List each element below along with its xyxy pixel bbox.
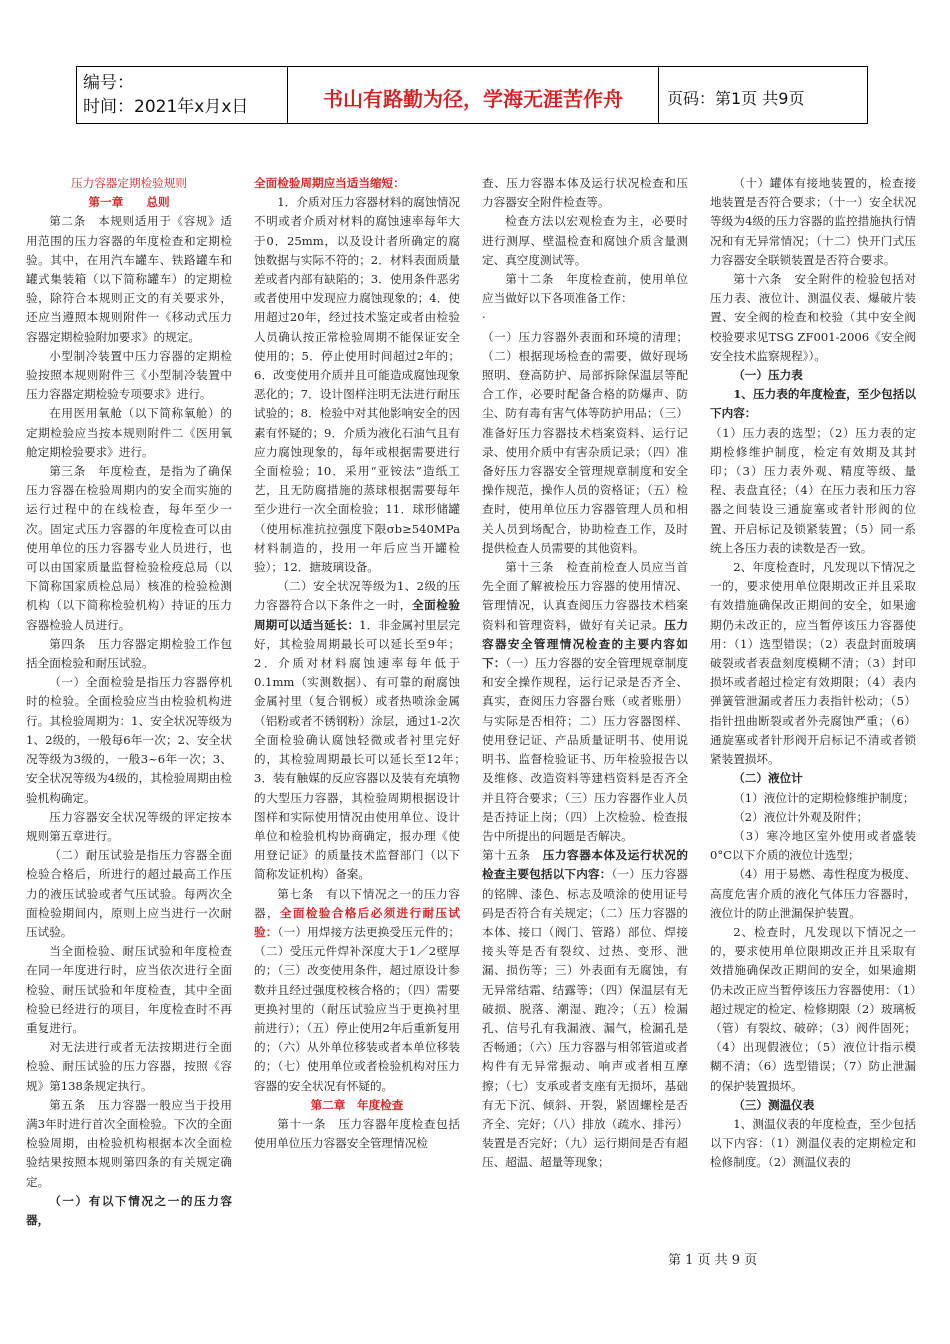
paragraph: 2、年度检查时，凡发现以下情况之一的，要求使用单位限期改正并且采取有效措施确保改正期间的安全，如果逾期仍未改正的，应当暂停该压力容器使用：（1）选型错误；（2）表盘封面玻璃破裂或者表盘刻度模糊不清；（3）封印损坏或者超过检定有效期限；（4）表内弹簧管泄漏或者压力表指针松动；（5）指针扭曲断裂或者外壳腐蚀严重；（6）通旋塞或者针形阀开启标记不清或者锁紧装置损坏。 [710,560,916,767]
paragraph: （4）用于易燃、毒性程度为极度、高度危害介质的液化气体压力容器时，液位计的防止泄漏保护装置。 [710,867,916,920]
paragraph: （1）液位计的定期检修维护制度； [733,790,915,805]
bullet: · [482,310,486,325]
column-2 [254,174,472,1226]
paragraph: 查、压力容器本体及运行状况检查和压力容器安全附件检查等。 [482,176,688,210]
paragraph: 第十一条 压力容器年度检查包括使用单位压力容器安全管理情况检 [254,1116,460,1151]
emphasis: 压力容器安全管理情况检查的主要内容如下： [482,617,688,671]
section-heading: （二）液位计 [733,771,803,786]
paragraph: 小型制冷装置中压力容器的定期检验按照本规则附件三《小型制冷装置中压力容器定期检验专项要求》进行。 [26,348,232,402]
document-title: 压力容器定期检验规则 [71,176,187,190]
header-meta [77,67,288,123]
text: 第七条 有以下情况之一的压力容器， [254,886,460,920]
section-heading: （三）测温仪表 [733,1097,815,1112]
paragraph: （一）压力容器外表面和环境的清理；（二）根据现场检查的需要，做好现场照明、登高防护、局部拆除保温层等配合工作，必要时配备合格的防爆声、防尘、防有毒有害气体等防护用品；（三）准备好压力容器技术档案资料、运行记录、使用介质中有害杂质记录；（四）准备好压力容器安全管理规章制度和安全操作规范，操作人员的资格证；（五）检查时，使用单位压力容器管理人员和相关人员到场配合，协助检查工作，及时提供检查人员需要的其他资料。 [482,329,688,555]
paragraph [482,558,688,846]
emphasis: 全面检验周期可以适当延长： [254,598,460,632]
number-label: 编号： [83,73,134,93]
text: 第十三条 检查前检查人员应当首先全面了解被检压力容器的使用情况、管理情况，认真查阅压力容器技术档案资料和管理资料，做好有关记录。 [482,560,688,632]
paragraph: （二）耐压试验是指压力容器全面检验合格后，所进行的超过最高工作压力的液压试验或者气压试验。每两次全面检验期间内，原则上应当进行一次耐压试验。 [26,848,232,939]
paragraph [482,846,688,1172]
paragraph: 检查方法以宏观检查为主，必要时进行测厚、壁温检查和腐蚀介质含量测定、真空度测试等。 [482,214,688,267]
page-number: 第 1 页 共 9 页 [668,1253,758,1268]
paragraph-lead: 全面检验周期应当适当缩短： [254,176,405,190]
text: 第十五条 [482,848,543,863]
column-4 [710,174,916,1226]
header-motto: 书山有路勤为径，学海无涯苦作舟 [288,67,659,123]
column-3 [482,174,688,1226]
emphasis: 全面检验合格后必须进行耐压试验： [254,905,460,939]
paragraph: 第四条 压力容器定期检验工作包括全面检验和耐压试验。 [26,636,232,671]
paragraph: 1、测温仪表的年度检查，至少包括以下内容：（1）测温仪表的定期检定和检修制度。（2）测温仪表的 [710,1116,916,1170]
paragraph: 第二条 本规则适用于《容规》适用范围的压力容器的年度检查和定期检验。其中，在用汽车罐车、铁路罐车和罐式集装箱（以下简称罐车）的定期检验，除符合本规则正文的有关要求外，还应当遵照本规则附件一《移动式压力容器定期检验附加要求》的规定。 [26,214,232,344]
paragraph: （一）有以下情况之一的压力容器， [26,1193,232,1227]
paragraph: 第三条 年度检查，是指为了确保压力容器在检验周期内的安全而实施的运行过程中的在线检查，每年至少一次。固定式压力容器的年度检查可以由使用单位的压力容器专业人员进行，也可以由国家质量监督检验检疫总局（以下简称国家质检总局）核准的检验检测机构（以下简称检验机构）持证的压力容器检验人员进行。 [26,464,232,632]
text: （二）安全状况等级为1、2级的压力容器符合以下条件之一时， [254,579,460,613]
chapter-1-heading: 第一章 总则 [88,195,170,210]
paragraph: 第五条 压力容器一般应当于投用满3年时进行首次全面检验。下次的全面检验周期，由检验机构根据本次全面检验结果按照本规则第四条的有关规定确定。 [26,1097,232,1189]
page-header [76,66,868,124]
chapter-2-heading: 第二章 年度检查 [310,1097,404,1112]
paragraph: （1）压力表的选型；（2）压力表的定期检修维护制度，检定有效期及其封印；（3）压力表外观、精度等级、量程、表盘直径；（4）在压力表和压力容器之间装设三通旋塞或者针形阀的位置、开启标记及锁紧装置；（5）同一系统上各压力表的读数是否一致。 [710,425,916,555]
paragraph: （3）寒冷地区室外使用或者盛装0°C以下介质的液位计选型； [710,828,916,863]
paragraph [254,577,472,884]
time-label: 时间：2021年x月x日 [83,97,249,117]
paragraph: 2、检查时，凡发现以下情况之一的，要求使用单位限期改正并且采取有效措施确保改正期间的安全，如果逾期仍未改正应当暂停该压力容器使用：（1）超过规定的检定、检修期限（2）玻璃板（管）有裂纹、破碎；（3）阀件固死；（4）出现假液位；（5）液位计指示模糊不清；（6）选型错误；（7）防止泄漏的保护装置损坏。 [710,924,916,1093]
header-page-label: 页码：第1页 共9页 [667,88,805,108]
paragraph: 第十六条 安全附件的检验包括对压力表、液位计、测温仪表、爆破片装置、安全阀的检查和校验（其中安全阀校验要求见TSG ZF001-2006《安全阀安全技术监察规程》）。 [710,272,916,363]
paragraph: 第十二条 年度检查前，使用单位应当做好以下各项准备工作： [482,272,688,306]
paragraph: 当全面检验、耐压试验和年度检查在同一年度进行时，应当依次进行全面检验、耐压试验和年度检查，其中全面检验已经进行的项目，年度检查时不再重复进行。 [26,944,232,1035]
paragraph-lead: 1、压力表的年度检查，至少包括以下内容： [710,387,916,421]
emphasis: 压力容器本体及运行状况的检查主要包括以下内容： [482,848,688,882]
paragraph: 对无法进行或者无法按期进行全面检验、耐压试验的压力容器，按照《容规》第138条规定执行。 [26,1040,232,1093]
paragraph [254,885,460,1096]
text: （一）压力容器的铭牌、漆色、标志及喷涂的使用证号码是否符合有关规定；（二）压力容器的本体、接口（阀门、管路）部位、焊接接头等是否有裂纹、过热、变形、泄漏、损伤等；三）外表面有无腐蚀，有无异常结霜、结露等；（四）保温层有无破损、脱落、潮湿、跑冷；（五）检漏孔、信号孔有我漏液、漏气，检漏孔是否畅通；（六）压力容器与相邻管道或者构件有无异常振动、响声或者相互摩擦；（七）支承或者支座有无损坏，基础有无下沉、倾斜、开裂，紧固螺栓是否齐全、完好；（八）排放（疏水、排污）装置是否完好；（九）运行期间是否有超压、超温、超量等现象； [482,867,688,1170]
section-heading: （一）压力表 [733,368,803,383]
column-1 [26,174,232,1226]
text: （一）压力容器的安全管理规章制度和安全操作规程，运行记录是否齐全、真实，查阅压力容器台账（或者账册）与实际是否相符；二）压力容器图样、使用登记证、产品质量证明书、使用说明书、监督检验证书、历年检验报告以及维修、改造资料等建档资料是否齐全并且符合要求；（三）压力容器作业人员是否持证上岗；（四）上次检验、检查报告中所提出的问题是否解决。 [482,656,688,843]
paragraph: 压力容器安全状况等级的评定按本规则第五章进行。 [26,809,232,843]
paragraph: （一）全面检验是指压力容器停机时的检验。全面检验应当由检验机构进行。其检验周期为：1、安全状况等级为1、2级的，一般每6年一次；2、安全状况等级为3级的，一般3~6年一次；3、安全状况等级为4级的，其检验周期由检验机构确定。 [26,675,232,805]
paragraph: （十）罐体有接地装置的，检查接地装置是否符合要求；（十一）安全状况等级为4级的压力容器的监控措施执行情况和有无异常情况；（十二）快开门式压力容器安全联锁装置是否符合要求。 [710,176,916,267]
paragraph: （2）液位计外观及附件； [733,809,869,824]
paragraph: 1．介质对压力容器材料的腐蚀情况不明或者介质对材料的腐蚀速率每年大于0．25mm，以及设计者所确定的腐蚀数据与实际不符的；2．材料表面质量差或者内部有缺陷的；3．使用条件恶劣或者使用中发现应力腐蚀现象的；4．使用超过20年，经过技术鉴定或者由检验人员确认按正常检验周期不能保证安全使用的；5．停止使用时间超过2年的；6．改变使用介质并且可能造成腐蚀现象恶化的；7．设计图样注明无法进行耐压试验的；8．检验中对其他影响安全的因素有怀疑的；9．介质为液化石油气且有应力腐蚀现象的，每年或根据需要进行全面检验；10．采用“亚铵法”造纸工艺，且无防腐措施的蒸球根据需要每年至少进行一次全面检验；11．球形储罐（使用标准抗拉强度下限σb≥540MPa材料制造的，投用一年后应当开罐检验）；12．搪玻璃设备。 [254,195,460,575]
paragraph: 在用医用氧舱（以下简称氧舱）的定期检验应当按本规则附件二《医用氧舱定期检验要求》进行。 [26,406,232,459]
text: 1．非金属衬里层完好，其检验周期最长可以延长至9年；2．介质对材料腐蚀速率每年低于0.1mm（实测数据）、有可靠的耐腐蚀金属衬里（复合钢板）或者热喷涂金属（铝粉或者不锈钢粉）涂层，通过1-2次全面检验确认腐蚀轻微或者衬里完好的，其检验周期最长可以延长至12年； 3．装有触媒的反应容器以及装有充填物的大型压力容器，其检验周期根据设计图样和实际使用情况由使用单位、设计单位和检验机构协商确定，报办理《使用登记证》的质量技术监督部门（以下简称发证机构）备案。 [254,617,472,882]
text: （一）用焊接方法更换受压元件的；（二）受压元件焊补深度大于1／2壁厚的；（三）改变使用条件，超过原设计参数并且经过强度校核合格的；（四）需要更换衬里的（耐压试验应当于更换衬里前进行）；（五）停止使用2年后重新复用的；（六）从外单位移装或者本单位移装的；（七）使用单位或者检验机构对压力容器的安全状况有怀疑的。 [254,924,460,1093]
